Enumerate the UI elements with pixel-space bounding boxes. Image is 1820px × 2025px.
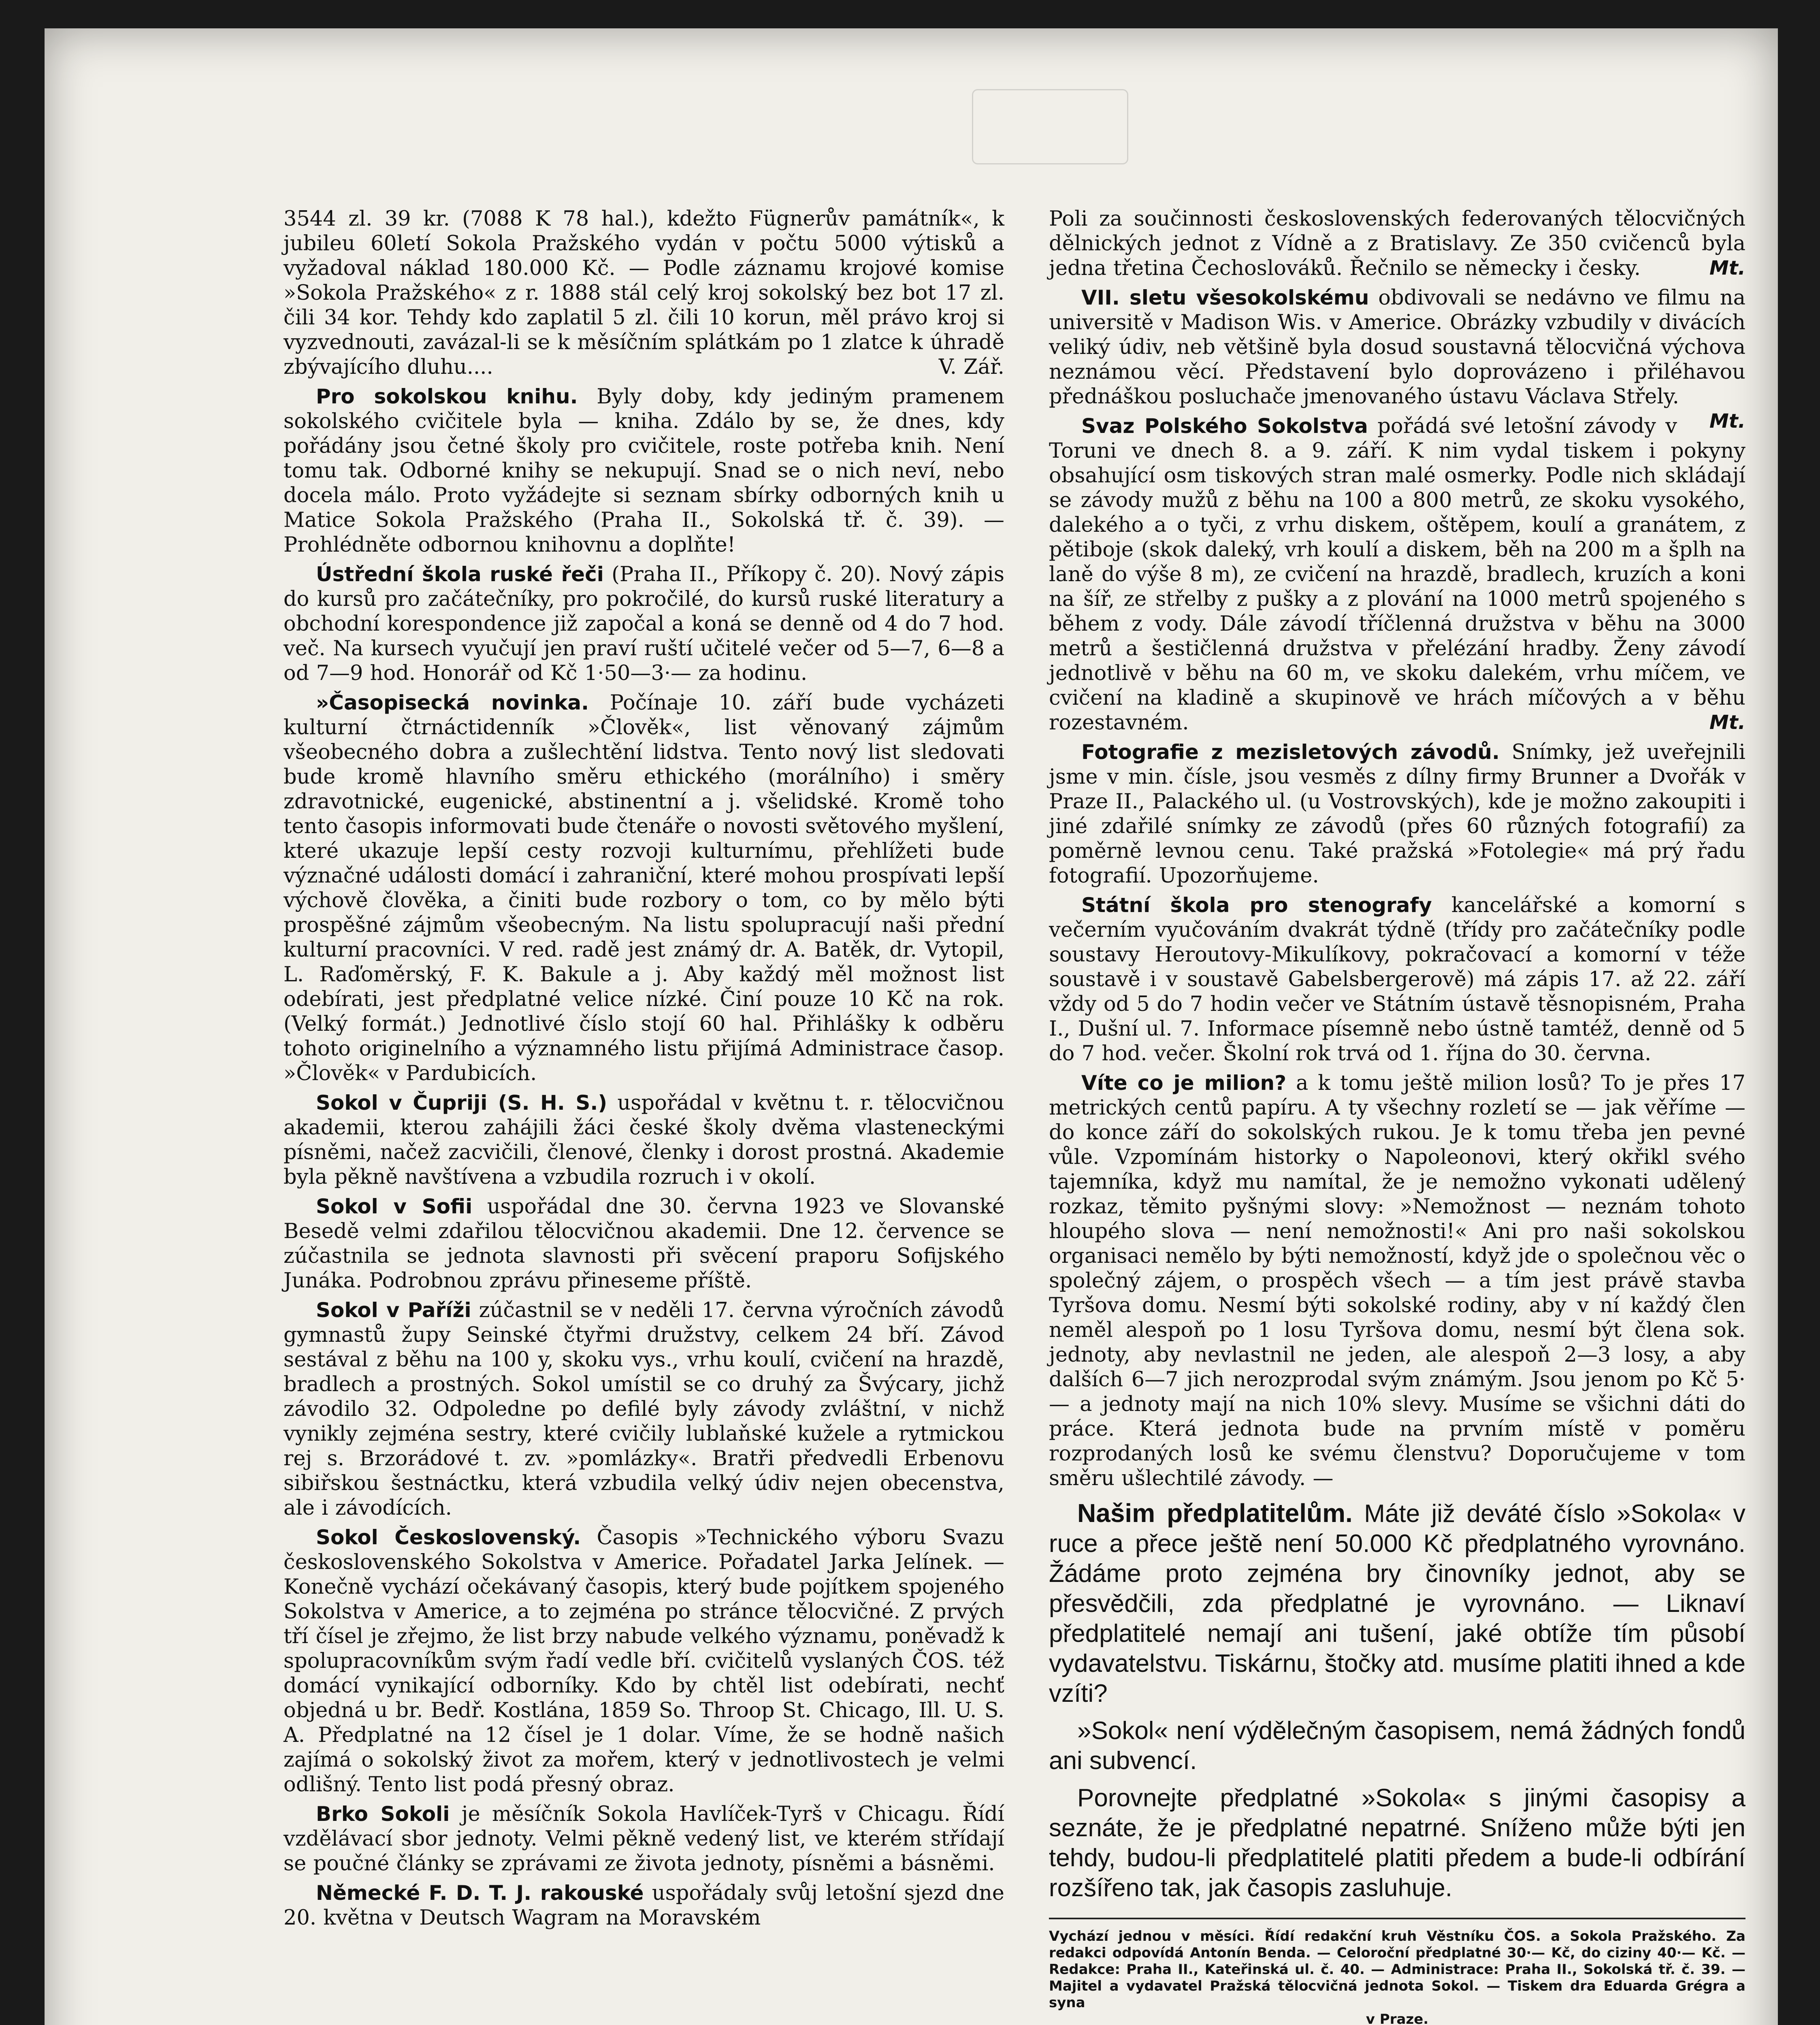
subscriber-notice: Našim předplatitelům. Máte již deváté číslo »Sokola« v ruce a přece ještě není 50.000 Kč předplatného vyrovnáno. Žádáme proto zejména bry činovníky jednot, aby se přesvědčili, zda předplatné je vyrovnáno. — Liknaví předplatitelé nemají ani tušení, jaké obtíže tím působí vydavatelstvu. Tiskárnu, štočky atd. musíme platiti ihned a kde vzíti? [1049, 1498, 1746, 1707]
article: Sokol Československý. Časopis »Technického výboru Svazu československého Sokolstva v Americe. Pořadatel Jarka Jelínek. — Konečně vychází očekávaný časopis, který bude pojítkem spojeného Sokolstva v Americe, a to zejména po stránce tělocvičné. Z prvých tří čísel je zřejmo, že list brzy nabude velkého významu, poněvadž k spolupracovníkům svým řadí vedle bří. cvičitelů vyslaných ČOS. též domácí vynikající odborníky. Kdo by chtěl list odebírati, nechť objedná u br. Bedř. Kostlána, 1859 So. Throop St. Chicago, Ill. U. S. A. Předplatné na 12 čísel je 1 dolar. Víme, že se hodně našich zajímá o sokolský život za mořem, který v jednotlivostech je velmi odlišný. Tento list podá přesný obraz. [283, 1526, 1005, 1797]
article: Sokol v Čupriji (S. H. S.) uspořádal v květnu t. r. tělocvičnou akademii, kterou zahájili žáci české školy dvěma vlasteneckými písněmi, načež zacvičili, členové, členky i dorost prostná. Akademie byla pěkně navštívena a vzbudila rozruch i v okolí. [283, 1091, 1004, 1189]
article: Sokol v Paříži zúčastnil se v neděli 17. června výročních závodů gymnastů župy Seinské čtyřmi družstvy, celkem 24 bří. Závod sestával z běhu na 100 y, skoku vys., vrhu koulí, cvičení na hrazdě, bradlech a prostných. Sokol umístil se co druhý za Švýcary, jichž závodilo 32. Odpoledne po defilé byly závody zvláštní, v nichž vynikly zejména sestry, které cvičily lublaňské kužele a rytmickou rej s. Brzorádové t. zv. »pomlázky«. Bratři předvedli Erbenovu sibiřskou šestnáctku, která vzbudila velký údiv nejen obecenstva, ale i závodících. [283, 1298, 1004, 1520]
left-column [283, 207, 1004, 1935]
article: Poli za součinnosti československých federovaných tělocvičných dělnických jednot z Vídně a z Bratislavy. Ze 350 cvičenců byla jedna třetina Čechoslováků. Řečnilo se německy i česky. Mt. [1049, 207, 1745, 280]
article-signature: Mt. [1709, 410, 1745, 433]
divider [1049, 1918, 1745, 1919]
subscriber-notice: »Sokol« není výdělečným časopisem, nemá žádných fondů ani subvencí. [1049, 1717, 1745, 1775]
article: Státní škola pro stenografy kancelářské a komorní s večerním vyučováním dvakrát týdně (třídy pro začátečníky podle soustavy Heroutovy-Mikulíkovy, pokračovací a komorní v téže soustavě i v soustavě Gabelsbergerově) má zápis 17. až 22. září vždy od 5 do 7 hodin večer ve Státním ústavě těsnopisném, Praha I., Dušní ul. 7. Informace písemně nebo ústně tamtéž, denně od 5 do 7 hod. večer. Školní rok trvá od 1. října do 30. června. [1049, 893, 1746, 1066]
article-signature: Mt. [1709, 711, 1745, 734]
imprint: Vychází jednou v měsíci. Řídí redakční kruh Věstníku ČOS. a Sokola Pražského. Za redakci odpovídá Antonín Benda. — Celoroční předplatné 30·— Kč, do ciziny 40·— Kč. — Redakce: Praha II., Kateřinská ul. č. 40. — Administrace: Praha II., Sokolská tř. č. 39. — Majitel a vydavatel Pražská tělocvičná jednota Sokol. — Tiskem dra Eduarda Grégra a syna [1049, 1928, 1745, 2011]
article: Brko Sokoli je měsíčník Sokola Havlíček-Tyrš v Chicagu. Řídí vzdělávací sbor jednoty. Velmi pěkně vedený list, ve kterém střídají se poučné články se zprávami ze života jednoty, písněmi a básněmi. [283, 1802, 1004, 1876]
newspaper-page [45, 28, 1778, 2025]
article: Svaz Polského Sokolstva pořádá své letošní závody v Toruni ve dnech 8. a 9. září. K nim vydal tiskem i pokyny obsahující osm tiskových stran malé osmerky. Podle nich skládají se závody mužů z běhu na 100 a 800 metrů, ze skoku vysokého, dalekého a o tyči, z vrhu diskem, oštěpem, koulí a granátem, z pětiboje (skok daleký, vrh koulí a diskem, běh na 200 m a šplh na laně do výše 8 m), ze cvičení na hrazdě, bradlech, kruzích a koni na šíř, ze střelby z pušky a z plování na 1000 metrů spojeného s během z vody. Dále závodí tříčlenná družstva v běhu na 3000 metrů a šestičlenná družstva v přelézání hradby. Ženy závodí jednotlivě v běhu na 60 m, ve skoku dalekém, vrhu míčem, ve cvičení na kladině a skupinově ve hrách míčových a v běhu rozestavném. Mt. [1049, 414, 1745, 735]
right-column [1049, 207, 1745, 2025]
library-stamp [972, 89, 1128, 164]
article-signature: V. Zář. [938, 355, 1004, 379]
article-signature: Mt. [1709, 257, 1745, 279]
article: VII. sletu všesokolskému obdivovali se nedávno ve filmu na universitě v Madison Wis. v Americe. Obrázky vzbudily v divácích veliký údiv, neb většině byla dosud soustavná tělocvičná výchova neznámou věcí. Představení bylo doprovázeno i přiléhavou přednáškou posluchače jmenovaného ústavu Václava Střely. Mt. [1049, 286, 1745, 409]
article: Pro sokolskou knihu. Byly doby, kdy jediným pramenem sokolského cvičitele byla — kniha. Zdálo by se, že dnes, kdy pořádány jsou četné školy pro cvičitele, roste potřeba knih. Není tomu tak. Odborné knihy se nekupují. Snad se o nich neví, nebo docela málo. Proto vyžádejte si seznam sbírky odborných knih u Matice Sokola Pražského (Praha II., Sokolská tř. č. 39). — Prohlédněte odbornou knihovnu a doplňte! [283, 385, 1004, 557]
imprint-location: v Praze. [1366, 2011, 1429, 2025]
article: Sokol v Sofii uspořádal dne 30. června 1923 ve Slovanské Besedě velmi zdařilou tělocvičnou akademii. Dne 12. července se zúčastnila se jednota slavnosti při svěcení praporu Sofijského Junáka. Podrobnou zprávu přineseme příště. [283, 1195, 1005, 1293]
article: Ústřední škola ruské řeči (Praha II., Příkopy č. 20). Nový zápis do kursů pro začátečníky, pro pokročilé, do kursů ruské literatury a obchodní korespondence již započal a koná se denně od 4 do 7 hod. več. Na kursech vyučují jen praví ruští učitelé večer od 5—7, 6—8 a od 7—9 hod. Honorář od Kč 1·50—3·— za hodinu. [283, 563, 1005, 685]
article: Německé F. D. T. J. rakouské uspořádaly svůj letošní sjezd dne 20. května v Deutsch Wagram na Moravském [283, 1881, 1004, 1930]
subscriber-notice: Porovnejte předplatné »Sokola« s jinými časopisy a seznáte, že je předplatné nepatrné. Sníženo může býti jen tehdy, budou-li předplatitelé platiti předem a bude-li odbírání rozšířeno tak, jak časopis zasluhuje. [1049, 1784, 1745, 1902]
article: Fotografie z mezisletových závodů. Snímky, jež uveřejnili jsme v min. čísle, jsou vesměs z dílny firmy Brunner a Dvořák v Praze II., Palackého ul. (u Vostrovských), kde je možno zakoupiti i jiné zdařilé snímky ze závodů (přes 60 různých fotografií) za poměrně levnou cenu. Také pražská »Fotolegie« má prý řadu fotografií. Upozorňujeme. [1049, 740, 1745, 888]
article: Víte co je milion? a k tomu ještě milion losů? To je přes 17 metrických centů papíru. A ty všechny rozletí se — jak věříme — do konce září do sokolských rukou. Je k tomu třeba jen pevné vůle. Vzpomínám historky o Napoleonovi, který okřikl svého tajemníka, když mu namítal, že je nemožno vykonati udělený rozkaz, těmito pyšnými slovy: »Nemožnost — neznám tohoto hloupého slova — není nemožnosti!« Ani pro naši sokolskou organisaci nemělo by býti nemožností, když jde o společnou věc o společný zájem, o prospěch všech — a tím jest právě stavba Tyršova domu. Nesmí býti sokolské rodiny, aby v ní každý člen neměl alespoň po 1 losu Tyršova domu, nesmí být člena sok. jednoty, aby nevlastnil ne jeden, ale alespoň 2—3 losy, a aby dalších 6—7 jich nerozprodal svým známým. Jsou jenom po Kč 5·— a jednoty mají na nich 10% slevy. Musíme se všichni dáti do práce. Která jednota bude na prvním místě v poměru rozprodaných losů ke svému členstvu? Doporučujeme v tom směru ušlechtilé závody. — [1049, 1071, 1745, 1490]
article: 3544 zl. 39 kr. (7088 K 78 hal.), kdežto Fügnerův památník«, k jubileu 60letí Sokola Pražského vydán v počtu 5000 výtisků a vyžadoval náklad 180.000 Kč. — Podle záznamu krojové komise »Sokola Pražského« z r. 1888 stál celý kroj sokolský bez bot 17 zl. čili 34 kor. Tehdy kdo zaplatil 5 zl. čili 10 korun, měl právo kroj si vyzvednouti, zavázal-li se k měsíčním splátkám po 1 zlatce k úhradě zbývajícího dluhu.... V. Zář. [283, 207, 1004, 379]
article: »Časopisecká novinka. Počínaje 10. září bude vycházeti kulturní čtrnáctidenník »Člověk«, list věnovaný zájmům všeobecného dobra a zušlechtění lidstva. Tento nový list sledovati bude kromě hlavního směru ethického (morálního) i směry zdravotnické, eugenické, abstinentní a j. všelidské. Kromě toho tento časopis informovati bude čtenáře o novosti světového myšlení, které ukazuje lepší cesty rozvoji kulturnímu, přehlížeti bude význačné události domácí i zahraniční, které mohou prospívati lepší výchově člověka, a činiti bude rozbory o tom, co by mělo býti prospěšné zájmům všeobecným. Na listu spolupracují naši přední kulturní pracovníci. V red. radě jest známý dr. A. Batěk, dr. Vytopil, L. Raďoměrský, F. K. Bakule a j. Aby každý měl možnost list odebírati, jest předplatné velice nízké. Činí pouze 10 Kč na rok. (Velký formát.) Jednotlivé číslo stojí 60 hal. Přihlášky k odběru tohoto originelního a významného listu přijímá Administrace časop. »Člověk« v Pardubicích. [283, 691, 1004, 1085]
